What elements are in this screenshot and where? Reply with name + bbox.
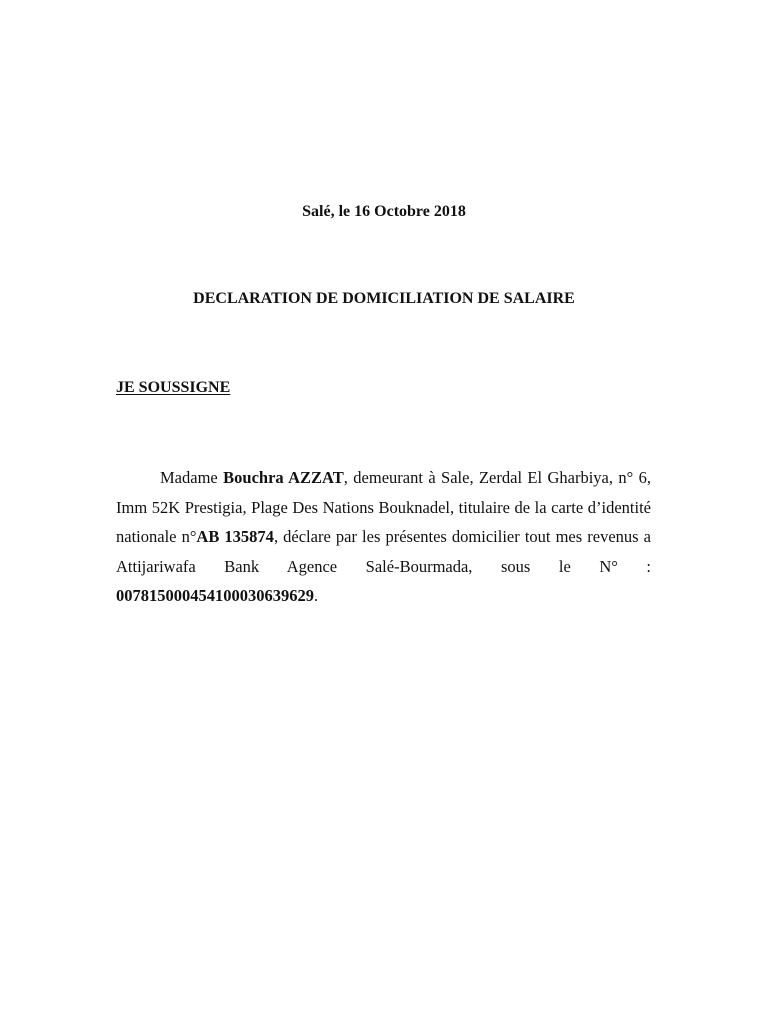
- paragraph-end: .: [314, 586, 319, 605]
- person-name: Bouchra AZZAT: [223, 468, 344, 487]
- date-line: Salé, le 16 Octobre 2018: [302, 203, 466, 220]
- section-heading: JE SOUSSIGNE: [116, 379, 231, 396]
- declaration-paragraph: [116, 463, 651, 611]
- id-card-number: AB 135874: [196, 527, 274, 546]
- paragraph-text-address: , demeurant à Sale, Zerdal El Gharbiya, n° 6, Imm 52K Prestigia, Plage Des Nations Bouknadel, titulaire de la carte d’identité nationale n°: [116, 468, 652, 546]
- salutation: Madame: [160, 468, 218, 487]
- account-number: 007815000454100030639629: [116, 586, 314, 605]
- document-title: DECLARATION DE DOMICILIATION DE SALAIRE: [193, 290, 575, 307]
- paragraph-text-bank: , déclare par les présentes domicilier tout mes revenus a Attijariwafa Bank Agence Salé-Bourmada, sous le N° :: [116, 527, 652, 576]
